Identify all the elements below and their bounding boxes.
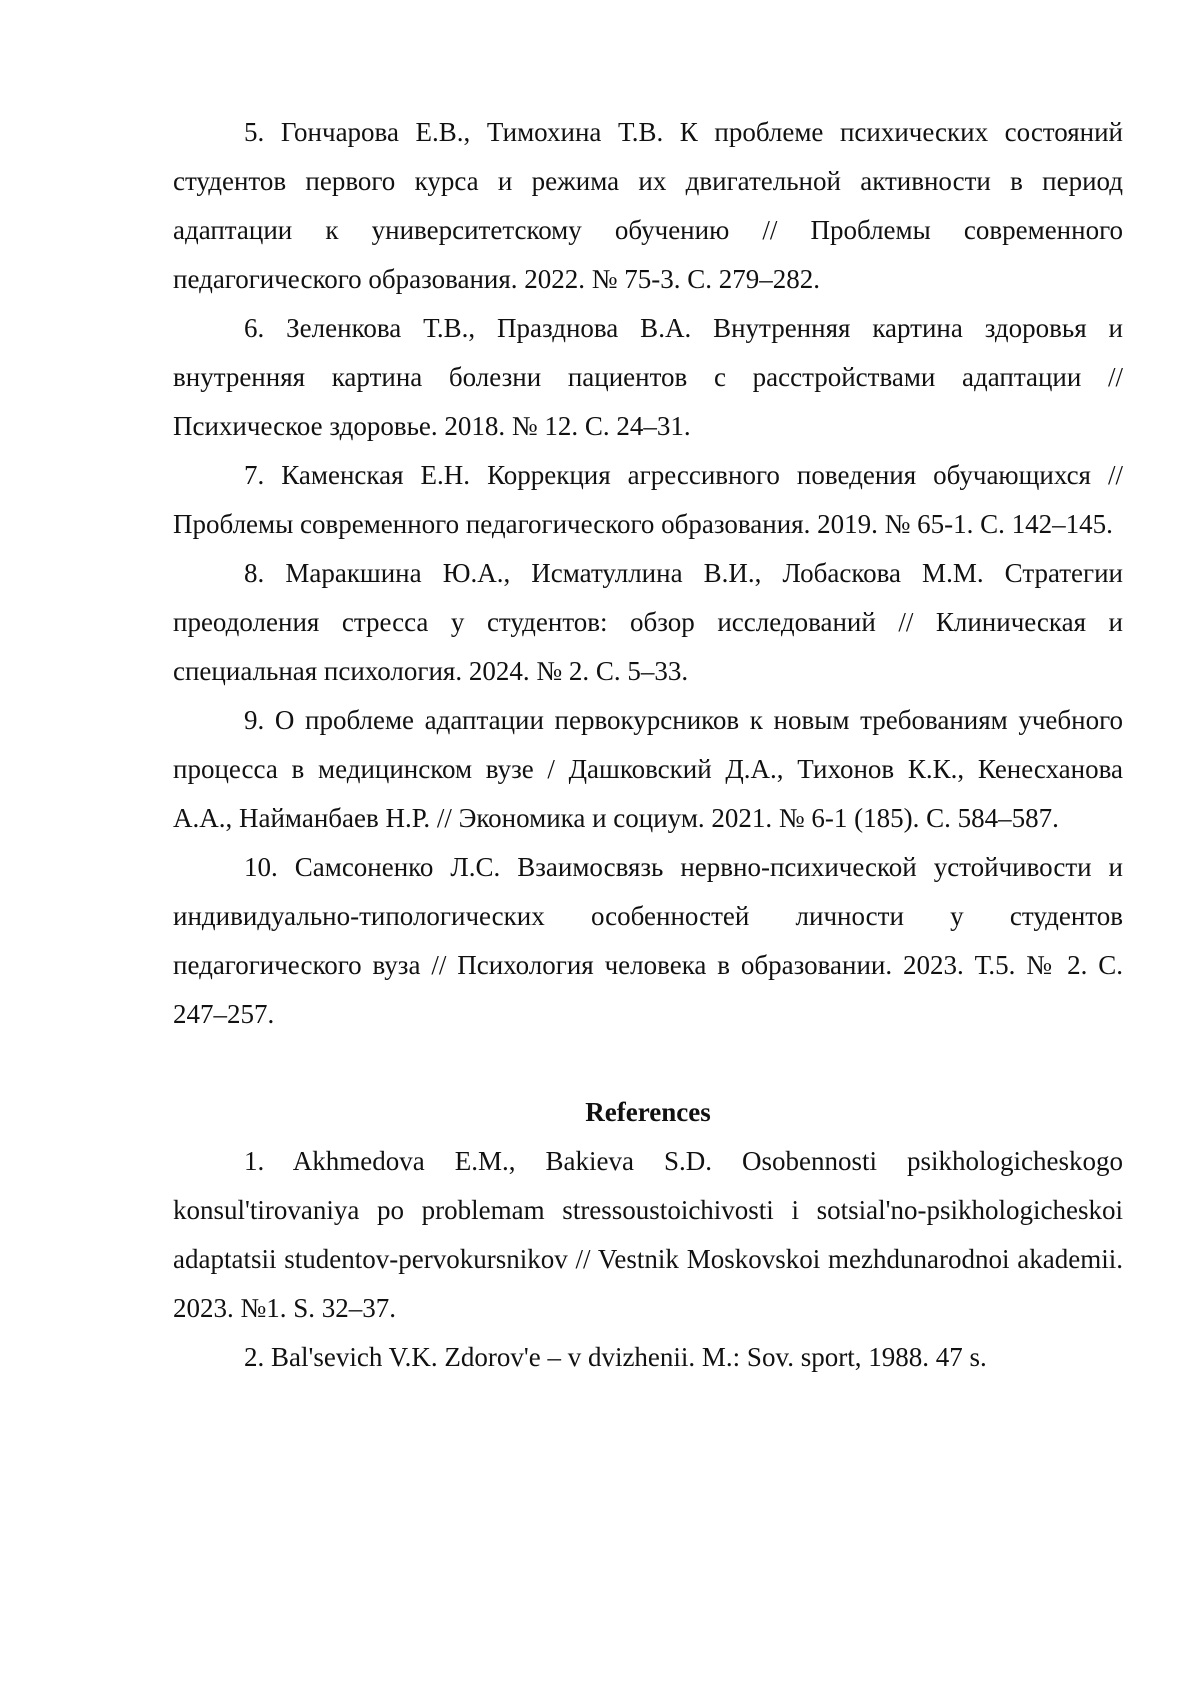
bibliography-entry-10: 10. Самсоненко Л.С. Взаимосвязь нервно-психической устойчивости и индивидуально-типологических особенностей личности у студентов педагогического вуза // Психология человека в образовании. 2023. Т.5. № 2. С. 247–257. xyxy=(173,852,1123,1029)
bibliography-entry-5: 5. Гончарова Е.В., Тимохина Т.В. К проблеме психических состояний студентов первого курса и режима их двигательной активности в период адаптации к университетскому обучению // Проблемы современного педагогического образования. 2022. № 75-3. С. 279–282. xyxy=(173,117,1123,294)
bibliography-entry-9: 9. О проблеме адаптации первокурсников к новым требованиям учебного процесса в медицинском вузе / Дашковский Д.А., Тихонов К.К., Кенесханова А.А., Найманбаев Н.Р. // Экономика и социум. 2021. № 6-1 (185). С. 584–587. xyxy=(173,705,1123,833)
references-heading: References xyxy=(585,1097,711,1127)
bibliography-entry-6: 6. Зеленкова Т.В., Празднова В.А. Внутренняя картина здоровья и внутренняя картина болезни пациентов с расстройствами адаптации // Психическое здоровье. 2018. № 12. С. 24–31. xyxy=(173,313,1123,441)
page-content xyxy=(173,108,1123,1382)
reference-entry-2: 2. Bal'sevich V.K. Zdorov'e – v dvizhenii. M.: Sov. sport, 1988. 47 s. xyxy=(244,1342,987,1372)
bibliography-entry-7: 7. Каменская Е.Н. Коррекция агрессивного поведения обучающихся // Проблемы современного педагогического образования. 2019. № 65-1. С. 142–145. xyxy=(173,460,1123,539)
reference-entry-1: 1. Akhmedova E.M., Bakieva S.D. Osobennosti psikhologicheskogo konsul'tirovaniya po problemam stressoustoichivosti i sotsial'no-psikhologicheskoi adaptatsii studentov-pervokursnikov // Vestnik Moskovskoi mezhdunarodnoi akademii. 2023. №1. S. 32–37. xyxy=(173,1146,1123,1323)
bibliography-entry-8: 8. Маракшина Ю.А., Исматуллина В.И., Лобаскова М.М. Стратегии преодоления стресса у студентов: обзор исследований // Клиническая и специальная психология. 2024. № 2. С. 5–33. xyxy=(173,558,1123,686)
references-section xyxy=(173,1088,1123,1382)
bibliography-list xyxy=(173,108,1123,1039)
